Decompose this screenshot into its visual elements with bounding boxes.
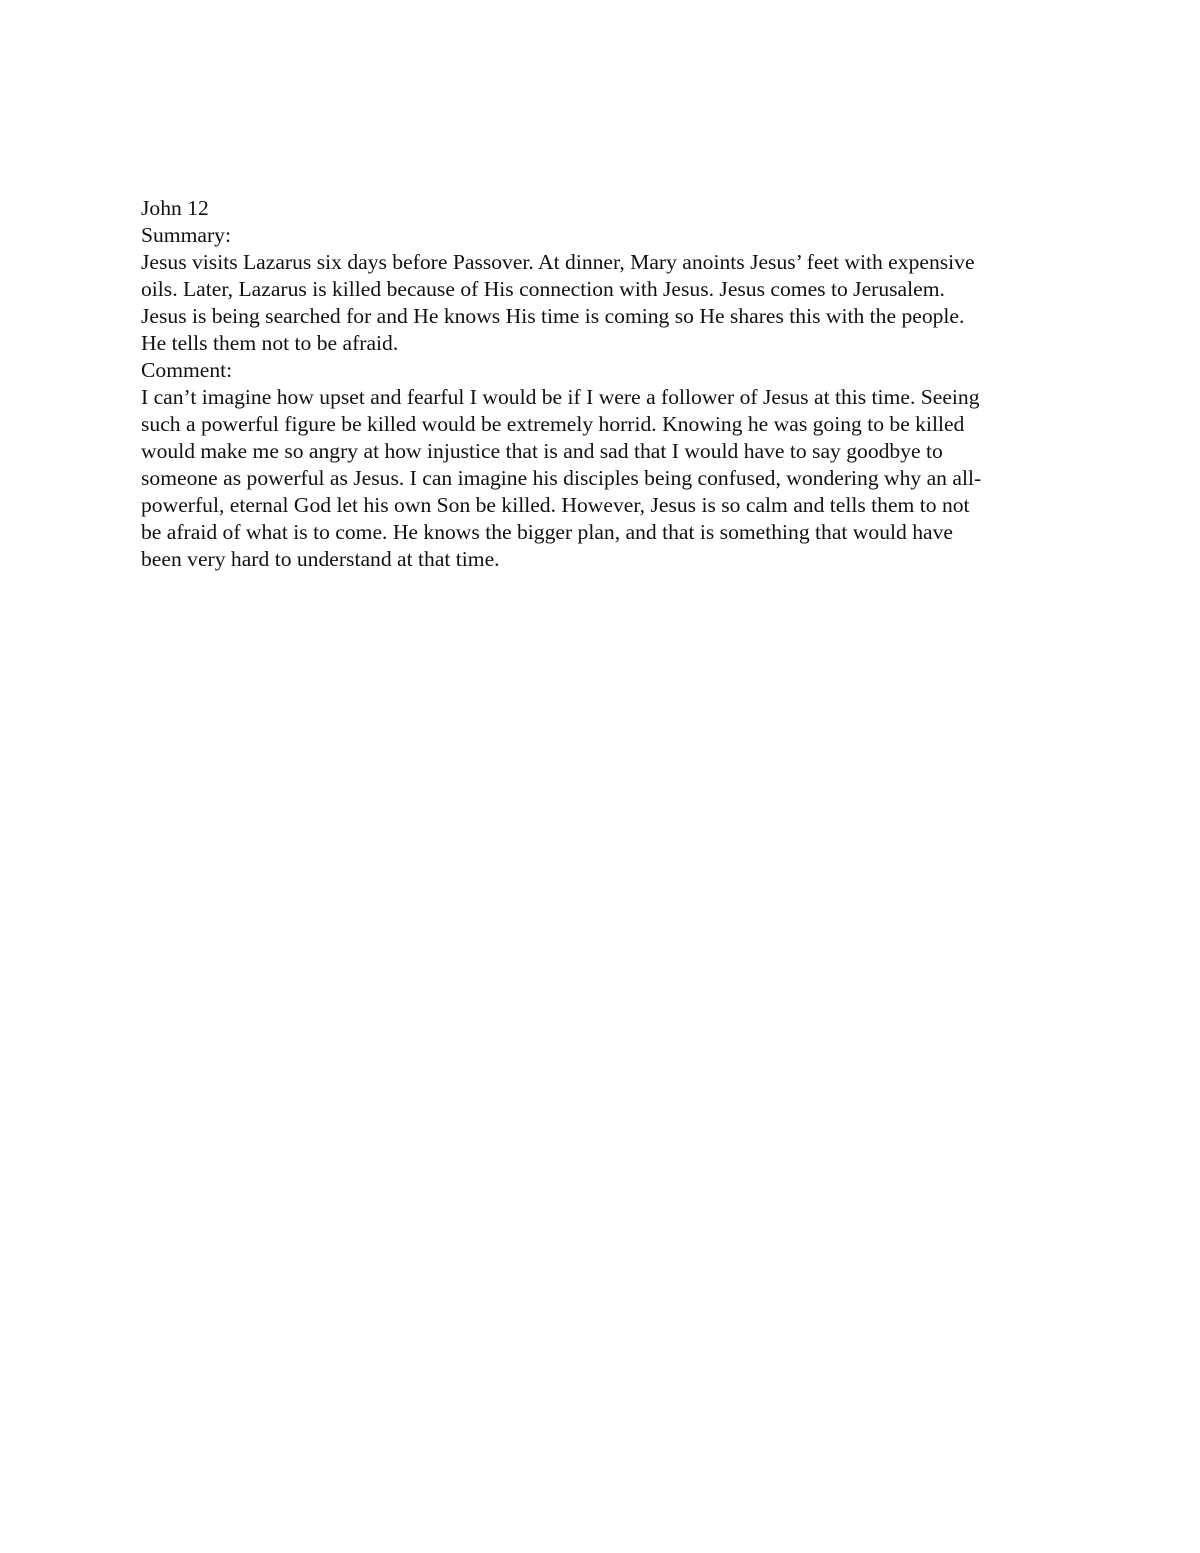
comment-line: been very hard to understand at that time. [141,547,500,571]
document-title: John 12 [141,196,209,220]
comment-heading: Comment: [141,358,233,382]
summary-line: He tells them not to be afraid. [141,331,399,355]
summary-line: oils. Later, Lazarus is killed because of His connection with Jesus. Jesus comes to Jerusalem. [141,277,945,301]
comment-line: I can’t imagine how upset and fearful I would be if I were a follower of Jesus at this time. Seeing [141,385,980,409]
comment-line: powerful, eternal God let his own Son be killed. However, Jesus is so calm and tells them to not [141,493,970,517]
comment-line: would make me so angry at how injustice that is and sad that I would have to say goodbye to [141,439,943,463]
summary-heading: Summary: [141,223,231,247]
summary-line: Jesus is being searched for and He knows His time is coming so He shares this with the people. [141,304,965,328]
comment-line: such a powerful figure be killed would be extremely horrid. Knowing he was going to be killed [141,412,965,436]
comment-line: someone as powerful as Jesus. I can imagine his disciples being confused, wondering why an all- [141,466,982,490]
document-body [141,195,1061,573]
summary-line: Jesus visits Lazarus six days before Passover. At dinner, Mary anoints Jesus’ feet with expensive [141,250,975,274]
comment-line: be afraid of what is to come. He knows the bigger plan, and that is something that would have [141,520,953,544]
